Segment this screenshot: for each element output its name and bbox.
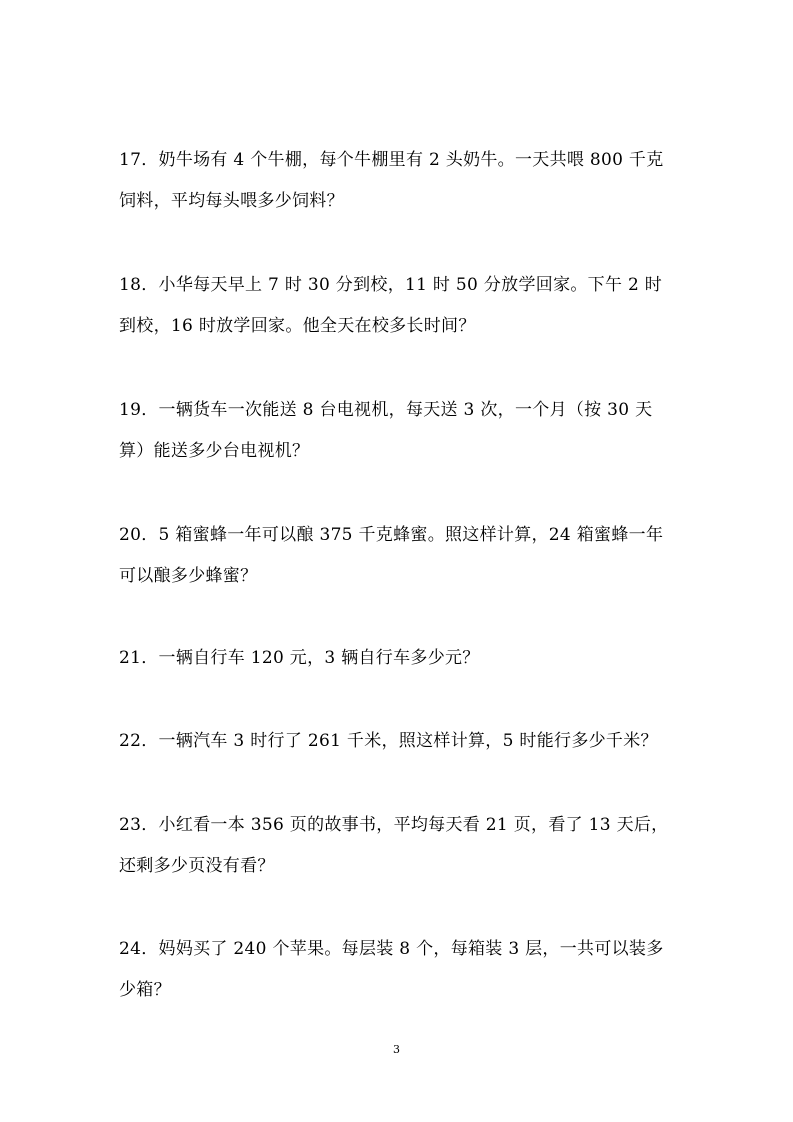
problem-line: 20．5 箱蜜蜂一年可以酿 375 千克蜂蜜。照这样计算，24 箱蜜蜂一年 (119, 525, 664, 545)
problem-line: 24．妈妈买了 240 个苹果。每层装 8 个，每箱装 3 层，一共可以装多 (119, 939, 664, 959)
problem-line: 21．一辆自行车 120 元，3 辆自行车多少元？ (119, 648, 480, 668)
problem-line: 算）能送多少台电视机？ (119, 441, 310, 461)
problem-18 (119, 265, 679, 347)
problem-line: 还剩多少页没有看？ (119, 856, 275, 876)
problem-line: 饲料，平均每头喂多少饲料？ (119, 191, 344, 211)
problem-line: 17．奶牛场有 4 个牛棚，每个牛棚里有 2 头奶牛。一天共喂 800 千克 (119, 150, 664, 170)
problem-line: 19．一辆货车一次能送 8 台电视机，每天送 3 次，一个月（按 30 天 (119, 400, 653, 420)
problem-20 (119, 515, 679, 597)
problem-line: 22．一辆汽车 3 时行了 261 千米，照这样计算，5 时能行多少千米？ (119, 731, 658, 751)
problem-24 (119, 929, 679, 1011)
problem-line: 23．小红看一本 356 页的故事书，平均每天看 21 页，看了 13 天后， (119, 815, 669, 835)
problem-line: 可以酿多少蜂蜜？ (119, 566, 258, 586)
problem-line: 18．小华每天早上 7 时 30 分到校，11 时 50 分放学回家。下午 2 时 (119, 275, 663, 295)
problem-22 (119, 721, 679, 762)
problem-line: 少箱？ (119, 980, 171, 1000)
problem-23 (119, 805, 679, 887)
problem-19 (119, 390, 679, 472)
page-number: 3 (393, 1043, 400, 1056)
problem-21 (119, 638, 679, 679)
problem-17 (119, 140, 679, 222)
problem-line: 到校，16 时放学回家。他全天在校多长时间？ (119, 316, 476, 336)
